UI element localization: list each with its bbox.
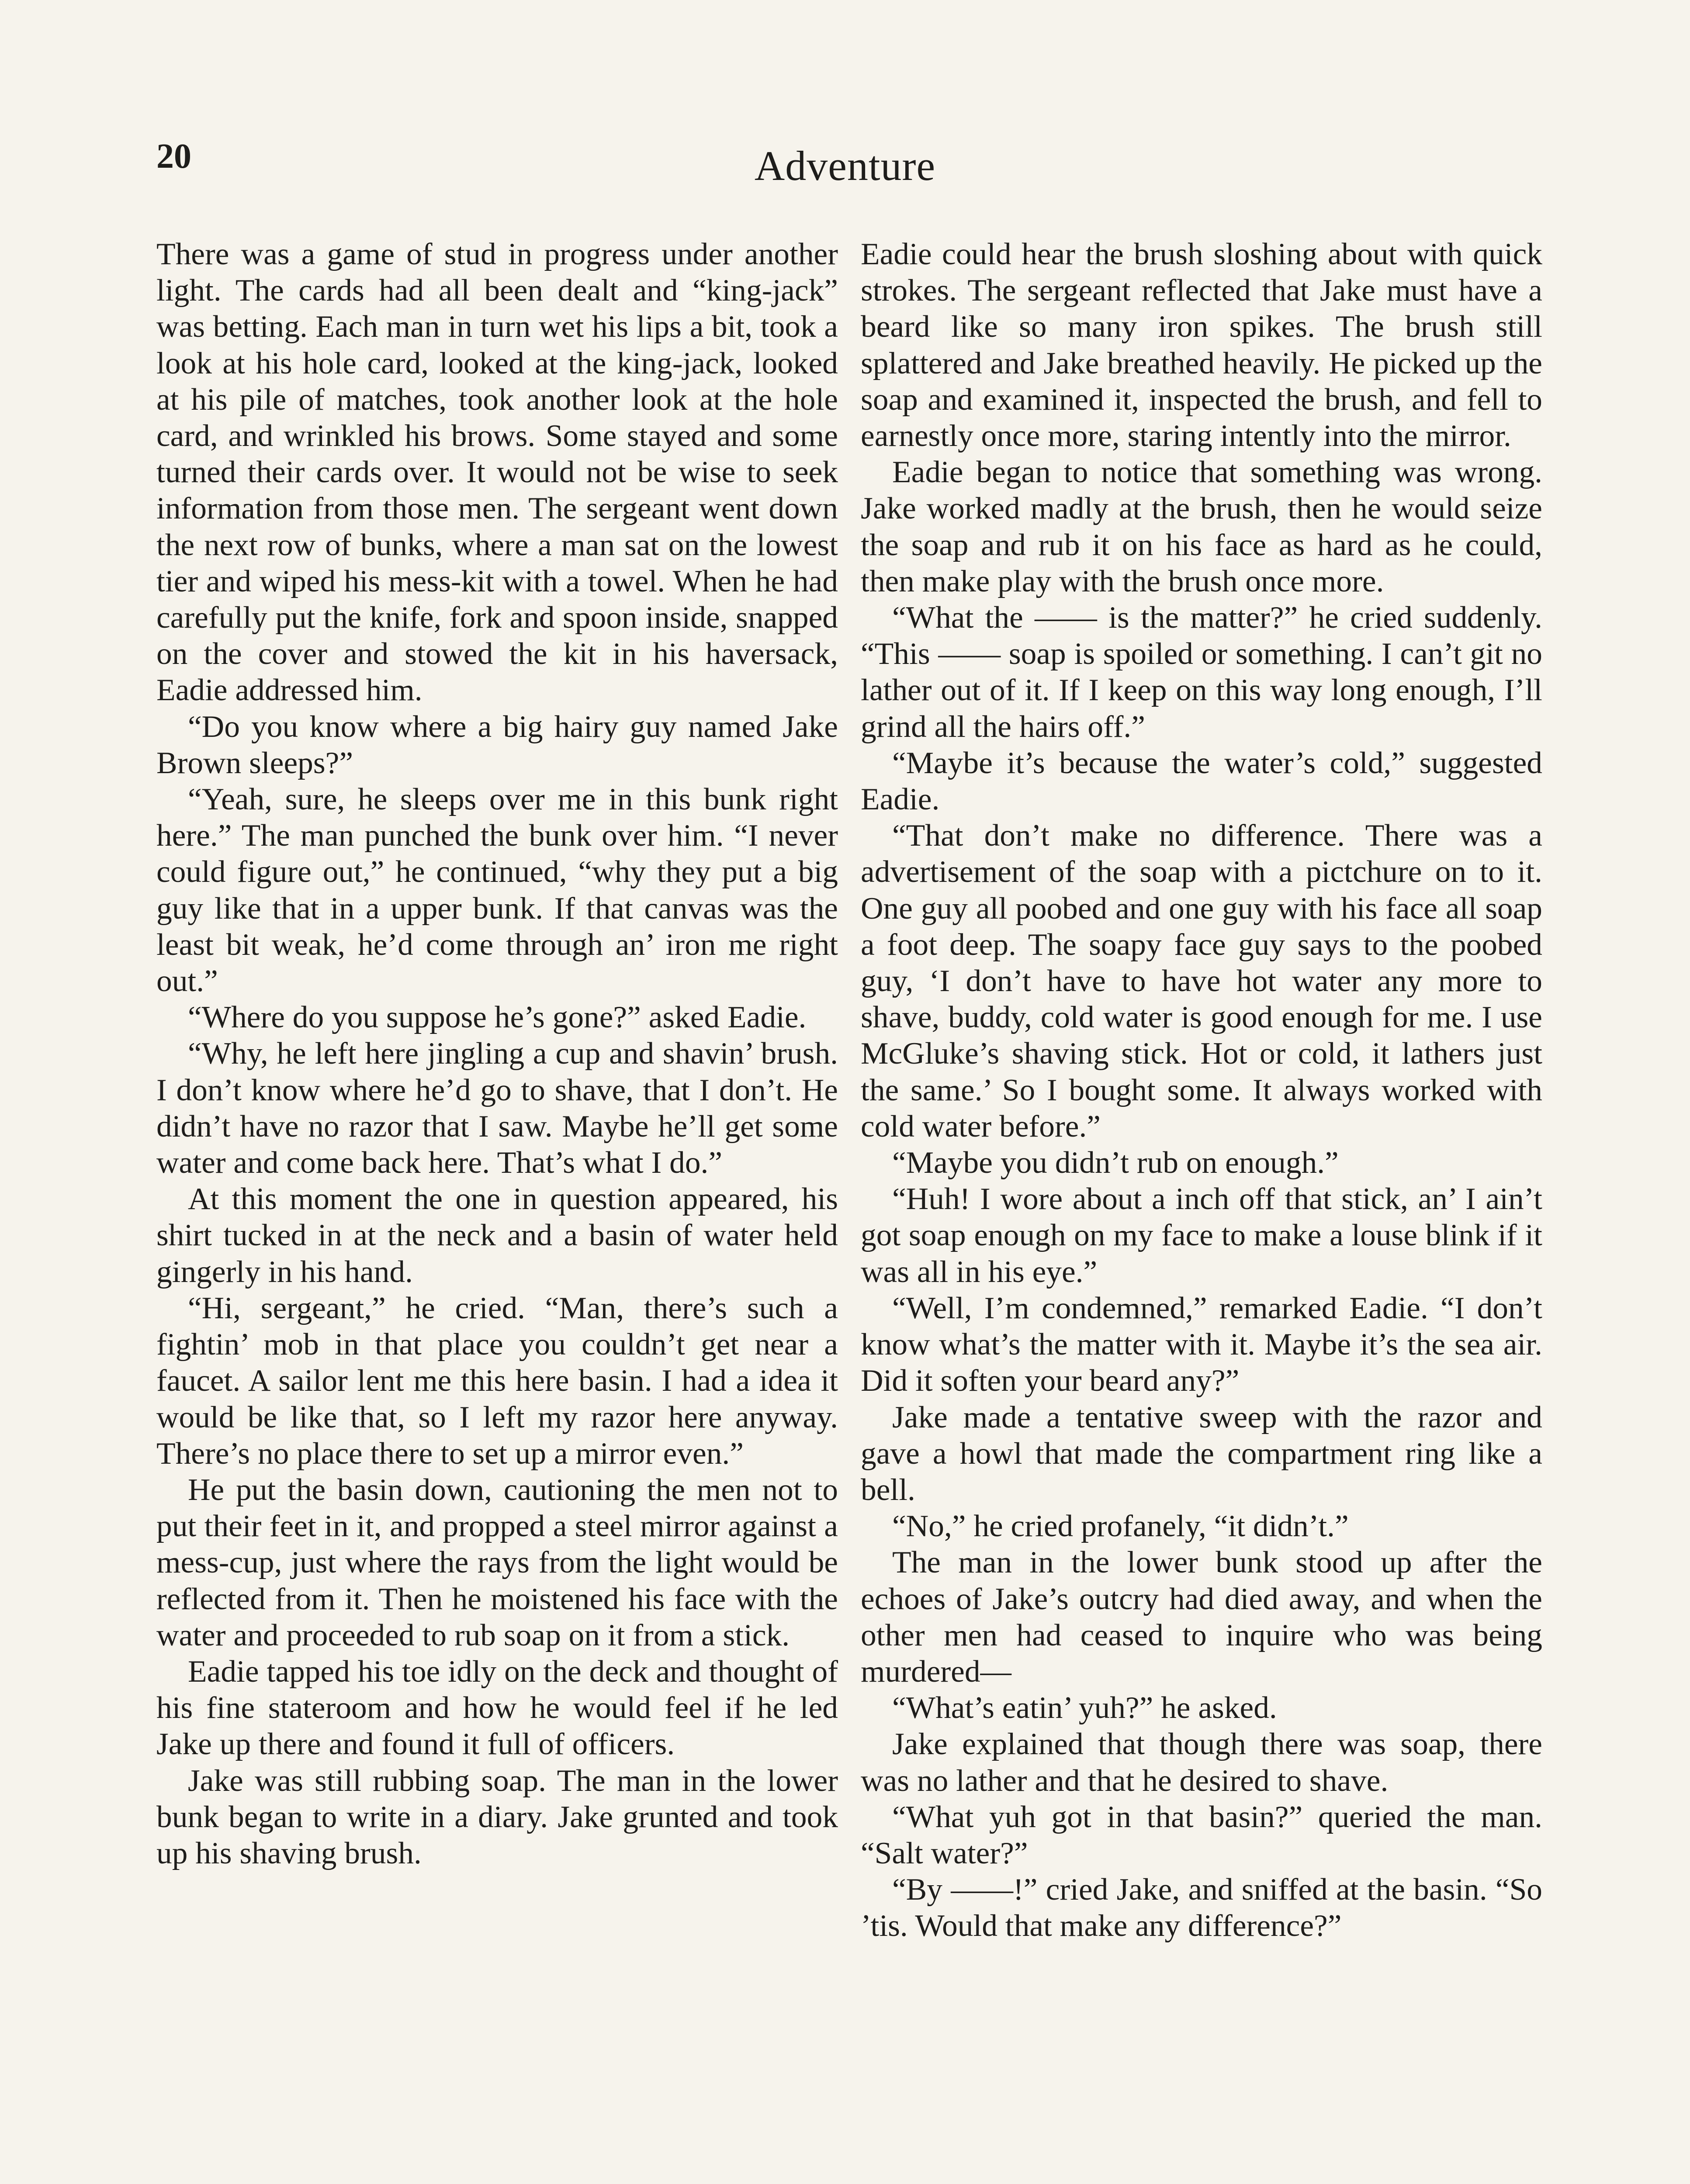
paragraph: At this moment the one in question appeared, his shirt tucked in at the neck and a basin of water held gingerly in his hand.: [156, 1182, 838, 1289]
paragraph: “Why, he left here jingling a cup and shavin’ brush. I don’t know where he’d go to shave, that I don’t. He didn’t have no razor that I saw. Maybe he’ll get some water and come back here. That’s what I do.”: [156, 1036, 838, 1180]
paragraph: “What’s eatin’ yuh?” he asked.: [892, 1690, 1277, 1725]
paragraph: “What yuh got in that basin?” queried the man. “Salt water?”: [861, 1799, 1542, 1870]
paragraph: “Yeah, sure, he sleeps over me in this bunk right here.” The man punched the bunk over him. “I never could figure out,” he continued, “why they put a big guy like that in a upper bunk. If that canvas was the least bit weak, he’d come through an’ iron me right out.”: [156, 782, 838, 999]
left-column: [156, 236, 838, 1871]
paragraph: Jake was still rubbing soap. The man in the lower bunk began to write in a diary. Jake grunted and took up his shaving brush.: [156, 1763, 838, 1870]
right-column: [861, 236, 1542, 1944]
paragraph: Eadie tapped his toe idly on the deck and thought of his fine stateroom and how he would feel if he led Jake up there and found it full of officers.: [156, 1654, 838, 1762]
paragraph: Jake explained that though there was soap, there was no lather and that he desired to shave.: [861, 1727, 1542, 1798]
paragraph: He put the basin down, cautioning the men not to put their feet in it, and propped a steel mirror against a mess-cup, just where the rays from the light would be reflected from it. Then he moistened his face with the water and proceeded to rub soap on it from a stick.: [156, 1472, 838, 1652]
page-number: 20: [156, 137, 191, 176]
paragraph: “Do you know where a big hairy guy named Jake Brown sleeps?”: [156, 709, 838, 780]
paragraph: There was a game of stud in progress under another light. The cards had all been dealt and “king-jack” was betting. Each man in turn wet his lips a bit, took a look at his hole card, looked at the king-jack, looked at his pile of matches, took another look at the hole card, and wrinkled his brows. Some stayed and some turned their cards over. It would not be wise to seek information from those men. The sergeant went down the next row of bunks, where a man sat on the lowest tier and wiped his mess-kit with a towel. When he had carefully put the knife, fork and spoon inside, snapped on the cover and stowed the kit in his haversack, Eadie addressed him.: [156, 237, 838, 708]
paragraph: “That don’t make no difference. There was a advertisement of the soap with a pictchure on to it. One guy all poobed and one guy with his face all soap a foot deep. The soapy face guy says to the poobed guy, ‘I don’t have to have hot water any more to shave, buddy, cold water is good enough for me. I use McGluke’s shaving stick. Hot or cold, it lathers just the same.’ So I bought some. It always worked with cold water before.”: [861, 818, 1542, 1144]
paragraph: “Hi, sergeant,” he cried. “Man, there’s such a fightin’ mob in that place you couldn’t get near a faucet. A sailor lent me this here basin. I had a idea it would be like that, so I left my razor here anyway. There’s no place there to set up a mirror even.”: [156, 1290, 838, 1471]
paragraph: Eadie began to notice that something was wrong. Jake worked madly at the brush, then he would seize the soap and rub it on his face as hard as he could, then make play with the brush once more.: [861, 455, 1542, 598]
paragraph: “By ——!” cried Jake, and sniffed at the basin. “So ’tis. Would that make any difference?”: [861, 1872, 1542, 1943]
paragraph: The man in the lower bunk stood up after the echoes of Jake’s outcry had died away, and when the other men had ceased to inquire who was being murdered—: [861, 1545, 1542, 1689]
paragraph: Jake made a tentative sweep with the razor and gave a howl that made the compartment ring like a bell.: [861, 1400, 1542, 1507]
paragraph: “No,” he cried profanely, “it didn’t.”: [892, 1509, 1349, 1544]
paragraph: “Huh! I wore about a inch off that stick, an’ I ain’t got soap enough on my face to make a louse blink if it was all in his eye.”: [861, 1182, 1542, 1289]
running-head-title: Adventure: [754, 142, 936, 189]
paragraph: “Well, I’m condemned,” remarked Eadie. “I don’t know what’s the matter with it. Maybe it’s the sea air. Did it soften your beard any?”: [861, 1290, 1542, 1398]
paragraph: “Where do you suppose he’s gone?” asked Eadie.: [188, 1000, 807, 1035]
paragraph: “Maybe you didn’t rub on enough.”: [892, 1145, 1339, 1180]
paragraph: “Maybe it’s because the water’s cold,” suggested Eadie.: [861, 745, 1542, 817]
paragraph: Eadie could hear the brush sloshing about with quick strokes. The sergeant reflected that Jake must have a beard like so many iron spikes. The brush still splattered and Jake breathed heavily. He picked up the soap and examined it, inspected the brush, and fell to earnestly once more, staring intently into the mirror.: [861, 237, 1542, 453]
paragraph: “What the —— is the matter?” he cried suddenly. “This —— soap is spoiled or something. I can’t git no lather out of it. If I keep on this way long enough, I’ll grind all the hairs off.”: [861, 600, 1542, 744]
